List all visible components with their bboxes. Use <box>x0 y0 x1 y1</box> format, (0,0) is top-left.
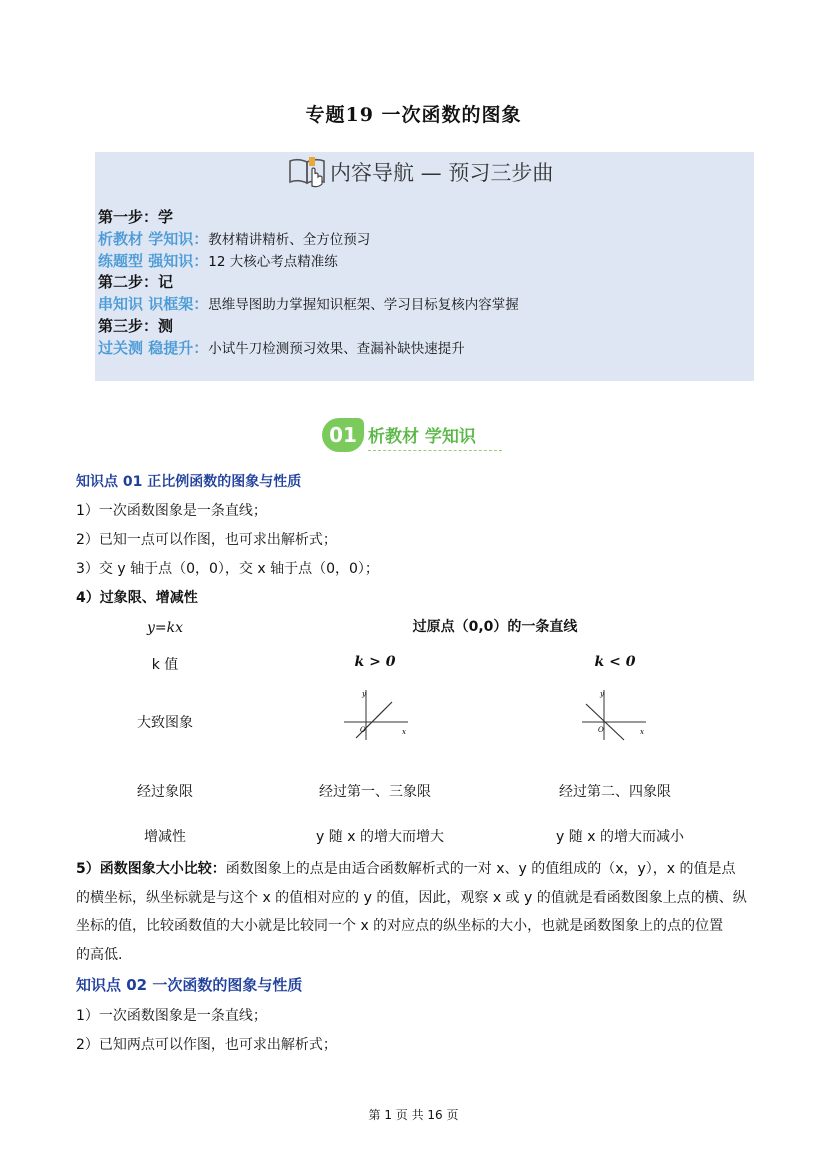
k-positive: k > 0 <box>354 654 396 670</box>
axis-x-label: x <box>402 728 406 736</box>
step-item-desc: 思维导图助力掌握知识框架、学习目标复核内容掌握 <box>208 297 519 314</box>
paragraph-text: 函数图象上的点是由适合函数解析式的一对 x、y 的值组成的（x，y），x 的值是点 <box>225 861 736 877</box>
paragraph-line: 的高低. <box>76 946 123 963</box>
step-item <box>98 294 738 316</box>
axis-y-label: y <box>600 690 604 698</box>
step-item-highlight: 串知识 识框架： <box>98 295 209 314</box>
step-item <box>98 251 738 273</box>
row-graph-label: 大致图象 <box>137 715 193 731</box>
quadrant-negative: 经过第二、四象限 <box>559 784 671 800</box>
step-item-highlight: 过关测 稳提升： <box>98 338 209 357</box>
table-header-right: 过原点（0,0）的一条直线 <box>412 619 578 635</box>
step-item <box>98 338 738 360</box>
step-item-highlight: 练题型 强知识： <box>98 251 209 270</box>
step-item-desc: 12 大核心考点精准练 <box>208 253 338 270</box>
table-header-left: y=kx <box>146 620 184 636</box>
section-label: 析教材 学知识 <box>368 427 476 447</box>
kp1-line: 1）一次函数图象是一条直线； <box>76 503 267 519</box>
page-title: 专题19 一次函数的图象 <box>305 104 522 126</box>
nav-heading <box>288 155 608 189</box>
section-underline <box>368 450 502 451</box>
step-item-desc: 小试牛刀检测预习效果、查漏补缺快速提升 <box>208 340 465 357</box>
step-1-title: 第一步：学 <box>98 208 174 226</box>
row-mono-label: 增减性 <box>144 829 186 845</box>
kp2-line: 2）已知两点可以作图，也可求出解析式； <box>76 1037 337 1053</box>
quadrant-positive: 经过第一、三象限 <box>319 784 431 800</box>
page-footer: 第 1 页 共 16 页 <box>368 1108 459 1122</box>
paragraph-line <box>76 855 756 884</box>
axis-x-label: x <box>640 728 644 736</box>
section-number: 01 <box>322 418 364 452</box>
kp1-line: 2）已知一点可以作图，也可求出解析式； <box>76 532 337 548</box>
step-item-highlight: 析教材 学知识： <box>98 229 209 248</box>
kp1-paragraph-5 <box>76 855 756 969</box>
row-k-label: k 值 <box>151 657 179 673</box>
nav-heading-text: 内容导航 — 预习三步曲 <box>330 161 554 185</box>
book-hand-icon <box>288 155 328 194</box>
mono-negative: y 随 x 的增大而减小 <box>556 829 684 845</box>
paragraph-lead: 5）函数图象大小比较： <box>76 861 226 877</box>
kp1-line: 3）交 y 轴于点（0，0），交 x 轴于点（0，0）； <box>76 561 379 577</box>
kp2-line: 1）一次函数图象是一条直线； <box>76 1008 267 1024</box>
knowledge-point-1-heading: 知识点 01 正比例函数的图象与性质 <box>76 474 302 490</box>
step-item <box>98 229 738 251</box>
steps-list <box>98 207 738 360</box>
graph-k-negative <box>578 686 654 744</box>
step-item-desc: 教材精讲精析、全方位预习 <box>208 231 371 248</box>
origin-label: O <box>598 726 604 734</box>
step-3-title: 第三步：测 <box>98 316 174 335</box>
paragraph-line: 坐标的值，比较函数值的大小就是比较同一个 x 的对应点的纵坐标的大小，也就是函数图象上的点的位置 <box>76 918 724 934</box>
graph-k-positive <box>340 686 416 744</box>
axis-y-label: y <box>362 690 366 698</box>
knowledge-point-2-heading: 知识点 02 一次函数的图象与性质 <box>76 976 303 994</box>
paragraph-line: 的横坐标，纵坐标就是与这个 x 的值相对应的 y 的值，因此，观察 x 或 y 的值就是看函数图象上点的横、纵 <box>76 889 747 906</box>
kp1-line: 4）过象限、增减性 <box>76 590 198 606</box>
k-negative: k < 0 <box>594 654 636 670</box>
step-2-title: 第二步：记 <box>98 273 174 292</box>
row-quadrant-label: 经过象限 <box>137 784 193 800</box>
mono-positive: y 随 x 的增大而增大 <box>316 829 444 845</box>
origin-label: O <box>360 726 366 734</box>
section-badge <box>322 418 512 458</box>
